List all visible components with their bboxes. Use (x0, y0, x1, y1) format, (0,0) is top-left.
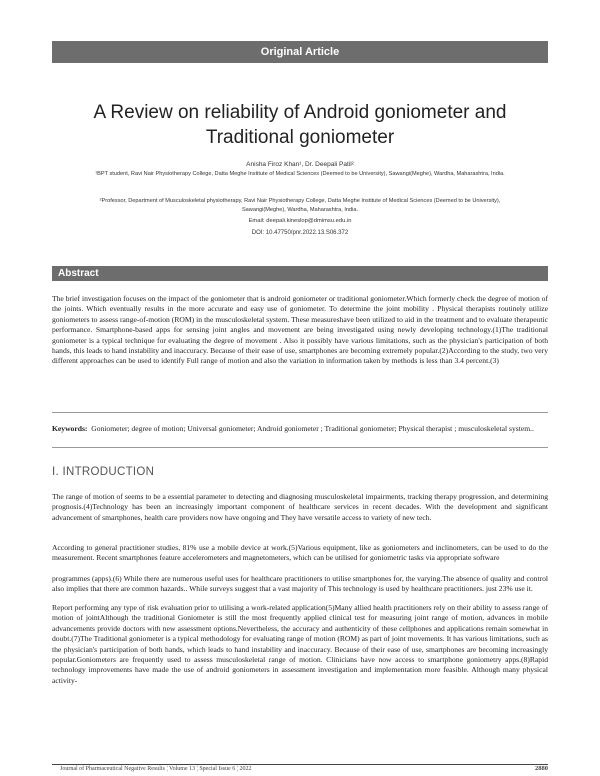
keywords-bottom-divider (52, 447, 548, 448)
intro-paragraph: The range of motion of seems to be a essential parameter to detecting and diagnosing musculoskeletal impairments, tracking therapy progression, and determining prognosis.(4)Technology has been an increasingly important component of healthcare services in recent decades. With the development and significant advancement of smartphones, health care providers now have ongoing and They have versatile access to variety of new tech. (52, 492, 548, 522)
intro-paragraph: According to general practitioner studies, 81% use a mobile device at work.(5)Various equipment, like as goniometers and inclinometers, can be used to do the measurement. Recent smartphones feature accelerometers and magnetometers, which can be utilised for goniometric tasks via appropriate software (52, 543, 548, 563)
page-number: 2880 (535, 765, 548, 772)
keywords-label: Keywords: (52, 424, 88, 433)
keywords-text: Goniometer; degree of motion; Universal goniometer; Android goniometer ; Traditional goniometer; Physical therapist ; musculoskeletal system.. (91, 424, 534, 433)
intro-paragraph: Report performing any type of risk evaluation prior to utilising a work-related application(5)Many allied health practitioners rely on their ability to assess range of motion of jointAlthough the traditional Goniometer is still the most frequently applied clinical test for measuring joint range of motion, advances in mobile advancements provide doctors with new assessment options.Nevertheless, the accuracy and authenticity of these cellphones and applications remain somewhat in doubt.(7)The Traditional goniometer is a typical methodology for evaluating range of motion (ROM) as part of joint movements. It has various limitations, such as the physician's participation of both hands, which leads to hand instability and inaccuracy. Because of their ease of use, smartphones are becoming increasingly popular.Goniometers are frequently used to assess musculoskeletal range of motion. Clinicians have now access to smartphone goniometry apps.(8)Rapid technology improvements have made the use of android goniometers in assessment investigation and implementation more feasible. Although many physical activity- (52, 603, 548, 685)
doi[interactable]: DOI: 10.47750/pnr.2022.13.S06.372 (251, 230, 349, 236)
affiliation-1: ¹BPT student, Ravi Nair Physiotherapy College, Datta Meghe Institute of Medical Sciences (Deemed to be University), Sawangi(Meghe), Wardha, Maharashtra, India. (95, 171, 505, 177)
abstract-text: The brief investigation focuses on the impact of the goniometer that is android goniometer or traditional goniometer.Which formerly check the degree of motion of the joints. Which eventually results in the more accurate and easy use of goniometer. To determine the joint mobility . Physical therapists routinely utilize goniometers to assess range-of-motion (ROM) in the musculoskeletal system. These measureshave been utilized to aid in the treatment and to evaluate therapeutic performance. Smartphone-based apps for sensing joint angles and movement are being investigated using newly developing technology.(1)The traditional goniometer is a typical technique for evaluating the degree of movement . Also it possibly have various limitations, such as the physician's participation of both hands, this leads to hand instability and inaccuracy. Because of their ease of use, smartphones are becoming extremely popular.(2)According to the study, two very different approaches can be used to identify Full range of motion and also the variation in information taken by methods is less than 3.4 percent.(3) (52, 294, 548, 366)
author-list: Anisha Firoz Khan¹, Dr. Deepali Patil² (246, 161, 354, 168)
keywords-top-divider (52, 412, 548, 413)
abstract-heading: Abstract (52, 266, 548, 281)
intro-paragraph: programmes (apps).(6) While there are numerous useful uses for healthcare practitioners to utilise smartphones for, the varying.The absence of quality and control also implies that there are common hazards.. While surveys suggest that a vast majority of This technology is used by healthcare practitioners. just 23% use it. (52, 574, 548, 594)
corresponding-email[interactable]: Email: deepali.kineslop@dmimsu.edu.in (248, 218, 352, 224)
keywords-block (52, 424, 548, 434)
article-title: A Review on reliability of Android goniometer and Traditional goniometer (93, 102, 507, 148)
affiliation-2: ²Professor, Department of Musculoskeletal physiotherapy, Ravi Nair Physiotherapy College, Datta Meghe Institute of Medical Sciences (Deemed to be University), Sawangi(Meghe), Wardha, Maharashtra, India. (99, 198, 501, 213)
article-type-banner: Original Article (52, 41, 548, 63)
footer-divider (52, 764, 548, 765)
journal-footer: Journal of Pharmaceutical Negative Results ¦ Volume 13 ¦ Special Issue 6 ¦ 2022 (60, 766, 252, 772)
introduction-heading: I. INTRODUCTION (52, 466, 155, 478)
